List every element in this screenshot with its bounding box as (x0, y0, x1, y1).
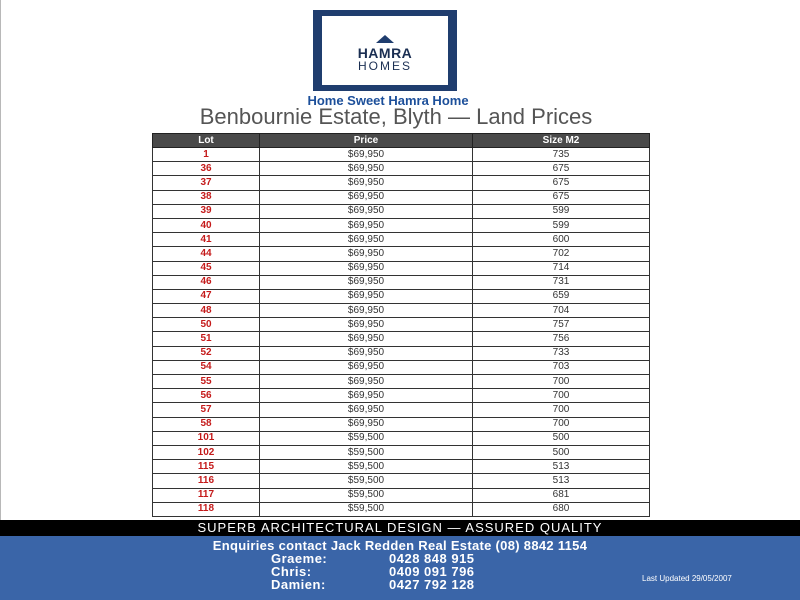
table-row (153, 261, 650, 275)
table-row (153, 474, 650, 488)
lot-cell: 50 (153, 318, 260, 332)
table-row (153, 502, 650, 516)
contact-name: Chris: (271, 564, 312, 579)
price-cell: $69,950 (260, 346, 473, 360)
price-cell: $69,950 (260, 261, 473, 275)
lot-cell: 118 (153, 502, 260, 516)
size-cell: 500 (473, 445, 650, 459)
table-row (153, 360, 650, 374)
lot-cell: 45 (153, 261, 260, 275)
column-header-size: Size M2 (473, 134, 650, 148)
table-row (153, 162, 650, 176)
price-cell: $69,950 (260, 233, 473, 247)
price-cell: $59,500 (260, 474, 473, 488)
size-cell: 675 (473, 162, 650, 176)
price-cell: $69,950 (260, 332, 473, 346)
lot-cell: 38 (153, 190, 260, 204)
lot-cell: 117 (153, 488, 260, 502)
table-row (153, 233, 650, 247)
size-cell: 700 (473, 417, 650, 431)
price-cell: $69,950 (260, 176, 473, 190)
table-row (153, 318, 650, 332)
price-cell: $59,500 (260, 502, 473, 516)
contact-name: Damien: (271, 577, 326, 592)
table-row (153, 247, 650, 261)
table-row (153, 204, 650, 218)
price-cell: $69,950 (260, 148, 473, 162)
size-cell: 702 (473, 247, 650, 261)
table-row (153, 389, 650, 403)
price-cell: $59,500 (260, 445, 473, 459)
size-cell: 513 (473, 460, 650, 474)
logo-panel (322, 16, 448, 85)
contact-name: Graeme: (271, 551, 328, 566)
logo-sub-text: HOMES (357, 59, 412, 73)
table-row (153, 375, 650, 389)
lot-cell: 47 (153, 289, 260, 303)
lot-cell: 41 (153, 233, 260, 247)
price-cell: $59,500 (260, 431, 473, 445)
size-cell: 599 (473, 204, 650, 218)
price-cell: $69,950 (260, 403, 473, 417)
price-cell: $69,950 (260, 318, 473, 332)
lot-cell: 115 (153, 460, 260, 474)
lot-cell: 57 (153, 403, 260, 417)
size-cell: 700 (473, 375, 650, 389)
contact-footer (0, 536, 800, 600)
lot-cell: 101 (153, 431, 260, 445)
size-cell: 675 (473, 176, 650, 190)
size-cell: 680 (473, 502, 650, 516)
price-cell: $69,950 (260, 162, 473, 176)
table-row (153, 445, 650, 459)
lot-cell: 58 (153, 417, 260, 431)
page-title: Benbournie Estate, Blyth — Land Prices (199, 104, 593, 129)
size-cell: 757 (473, 318, 650, 332)
size-cell: 599 (473, 218, 650, 232)
price-cell: $69,950 (260, 417, 473, 431)
lot-cell: 40 (153, 218, 260, 232)
lot-cell: 46 (153, 275, 260, 289)
lot-cell: 54 (153, 360, 260, 374)
size-cell: 513 (473, 474, 650, 488)
table-row (153, 218, 650, 232)
size-cell: 735 (473, 148, 650, 162)
price-cell: $69,950 (260, 360, 473, 374)
tagline: Home Sweet Hamra Home (307, 93, 469, 108)
price-cell: $69,950 (260, 275, 473, 289)
price-cell: $59,500 (260, 488, 473, 502)
table-row (153, 190, 650, 204)
size-cell: 500 (473, 431, 650, 445)
house-roof-icon (376, 35, 394, 43)
size-cell: 675 (473, 190, 650, 204)
lot-cell: 51 (153, 332, 260, 346)
price-cell: $69,950 (260, 218, 473, 232)
last-updated: Last Updated 29/05/2007 (642, 574, 732, 583)
size-cell: 700 (473, 389, 650, 403)
price-cell: $69,950 (260, 389, 473, 403)
land-prices-table (152, 133, 650, 517)
lot-cell: 52 (153, 346, 260, 360)
enquiries-line: Enquiries contact Jack Redden Real Estate (08) 8842 1154 (212, 538, 588, 553)
quality-banner: SUPERB ARCHITECTURAL DESIGN — ASSURED QUALITY (0, 520, 800, 536)
logo-brand-text: HAMRA (357, 45, 413, 61)
price-cell: $69,950 (260, 204, 473, 218)
lot-cell: 55 (153, 375, 260, 389)
contact-phone: 0427 792 128 (389, 577, 475, 592)
table-row (153, 403, 650, 417)
lot-cell: 48 (153, 304, 260, 318)
lot-cell: 1 (153, 148, 260, 162)
column-header-price: Price (260, 134, 473, 148)
price-cell: $69,950 (260, 289, 473, 303)
size-cell: 703 (473, 360, 650, 374)
size-cell: 600 (473, 233, 650, 247)
size-cell: 731 (473, 275, 650, 289)
contact-phone: 0428 848 915 (389, 551, 475, 566)
table-row (153, 289, 650, 303)
table-row (153, 148, 650, 162)
lot-cell: 44 (153, 247, 260, 261)
lot-cell: 37 (153, 176, 260, 190)
table-row (153, 176, 650, 190)
table-row (153, 431, 650, 445)
price-cell: $69,950 (260, 247, 473, 261)
contact-phone: 0409 091 796 (389, 564, 475, 579)
size-cell: 714 (473, 261, 650, 275)
column-header-lot: Lot (153, 134, 260, 148)
table-row (153, 460, 650, 474)
table-row (153, 304, 650, 318)
size-cell: 756 (473, 332, 650, 346)
lot-cell: 39 (153, 204, 260, 218)
size-cell: 733 (473, 346, 650, 360)
table-row (153, 346, 650, 360)
size-cell: 659 (473, 289, 650, 303)
price-cell: $69,950 (260, 304, 473, 318)
hamra-homes-logo (313, 10, 457, 91)
lot-cell: 36 (153, 162, 260, 176)
table-header-row (153, 134, 650, 148)
table-row (153, 417, 650, 431)
table-row (153, 275, 650, 289)
size-cell: 681 (473, 488, 650, 502)
size-cell: 704 (473, 304, 650, 318)
table-row (153, 488, 650, 502)
lot-cell: 56 (153, 389, 260, 403)
table-row (153, 332, 650, 346)
price-cell: $69,950 (260, 375, 473, 389)
price-cell: $59,500 (260, 460, 473, 474)
size-cell: 700 (473, 403, 650, 417)
price-cell: $69,950 (260, 190, 473, 204)
lot-cell: 102 (153, 445, 260, 459)
lot-cell: 116 (153, 474, 260, 488)
left-border-line (0, 0, 1, 520)
